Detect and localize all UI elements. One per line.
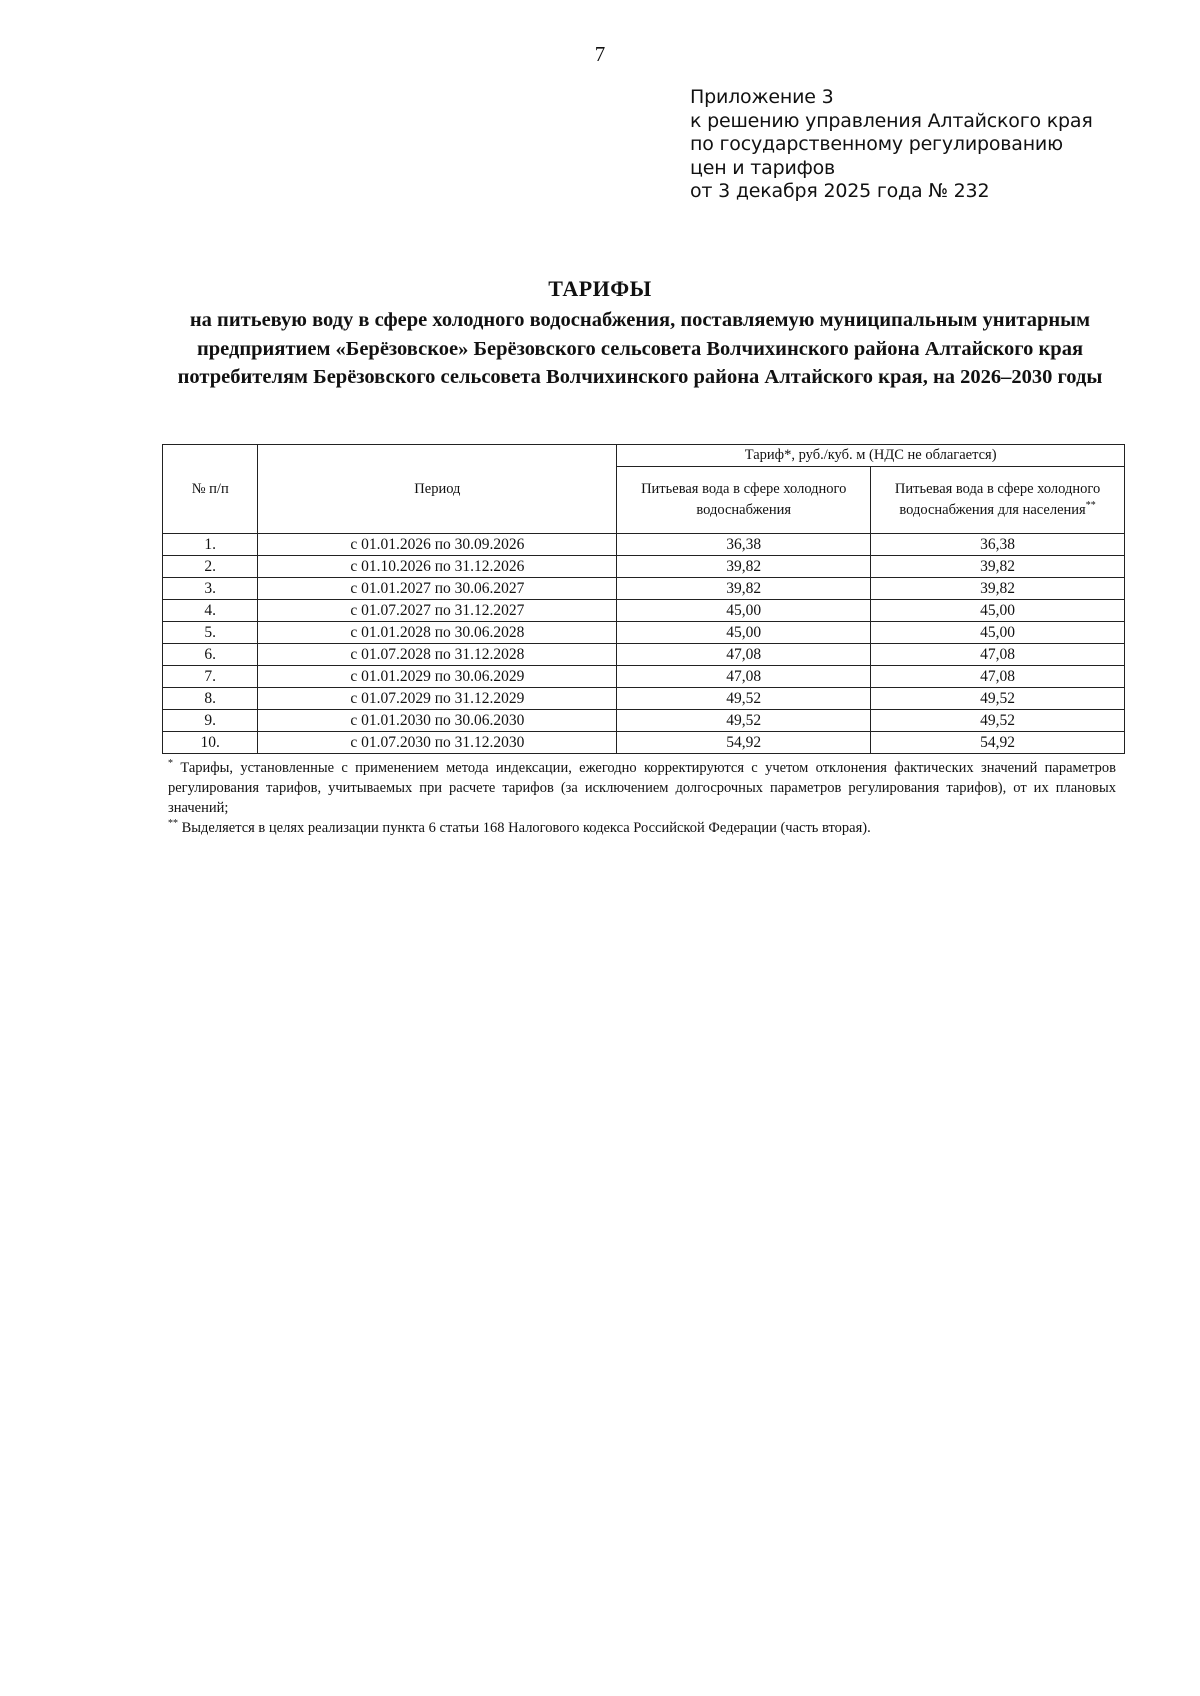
row-period: с 01.01.2027 по 30.06.2027 bbox=[258, 578, 617, 600]
footnote-text: Тарифы, установленные с применением метода индексации, ежегодно корректируются с учетом отклонения фактических значений параметров регулирования тарифов, учитываемых при расчете тарифов (за исключением долгосрочных параметров регулирования тарифов), от их плановых значений; bbox=[168, 760, 1116, 816]
row-tariff: 39,82 bbox=[617, 556, 871, 578]
table-row bbox=[163, 622, 1125, 644]
row-tariff: 45,00 bbox=[617, 622, 871, 644]
row-tariff: 47,08 bbox=[617, 644, 871, 666]
table-row bbox=[163, 578, 1125, 600]
row-tariff: 45,00 bbox=[617, 600, 871, 622]
header-tariff-group: Тариф*, руб./куб. м (НДС не облагается) bbox=[617, 445, 1125, 467]
footnote-marker: ** bbox=[168, 818, 178, 830]
row-tariff-population: 45,00 bbox=[871, 600, 1125, 622]
tariff-table bbox=[162, 444, 1125, 754]
row-tariff: 54,92 bbox=[617, 732, 871, 754]
row-tariff-population: 47,08 bbox=[871, 644, 1125, 666]
appendix-line: Приложение 3 bbox=[690, 86, 834, 108]
header-tariff-general: Питьевая вода в сфере холодного водоснабжения bbox=[617, 467, 871, 534]
appendix-line: к решению управления Алтайского края bbox=[690, 109, 1093, 132]
row-period: с 01.01.2029 по 30.06.2029 bbox=[258, 666, 617, 688]
document-title: ТАРИФЫ bbox=[548, 276, 652, 301]
header-tariff-population bbox=[871, 467, 1125, 534]
appendix-line: цен и тарифов bbox=[690, 156, 836, 179]
row-tariff: 36,38 bbox=[617, 534, 871, 556]
row-number: 10. bbox=[163, 732, 258, 754]
footnotes bbox=[168, 758, 1116, 838]
row-tariff-population: 54,92 bbox=[871, 732, 1125, 754]
row-period: с 01.01.2028 по 30.06.2028 bbox=[258, 622, 617, 644]
row-number: 6. bbox=[163, 644, 258, 666]
row-tariff-population: 47,08 bbox=[871, 666, 1125, 688]
row-tariff: 39,82 bbox=[617, 578, 871, 600]
row-period: с 01.07.2028 по 31.12.2028 bbox=[258, 644, 617, 666]
row-number: 4. bbox=[163, 600, 258, 622]
row-number: 5. bbox=[163, 622, 258, 644]
row-period: с 01.07.2029 по 31.12.2029 bbox=[258, 688, 617, 710]
table-row bbox=[163, 732, 1125, 754]
row-number: 8. bbox=[163, 688, 258, 710]
row-period: с 01.07.2027 по 31.12.2027 bbox=[258, 600, 617, 622]
table-row bbox=[163, 710, 1125, 732]
row-tariff-population: 36,38 bbox=[871, 534, 1125, 556]
row-number: 2. bbox=[163, 556, 258, 578]
appendix-line: от 3 декабря 2025 года № 232 bbox=[690, 180, 990, 202]
table-row bbox=[163, 644, 1125, 666]
table-row bbox=[163, 600, 1125, 622]
table-row bbox=[163, 666, 1125, 688]
footnote-marker: * bbox=[168, 758, 173, 770]
row-period: с 01.10.2026 по 31.12.2026 bbox=[258, 556, 617, 578]
page-number: 7 bbox=[594, 42, 606, 66]
header-tariff-population-label: Питьевая вода в сфере холодного водоснабжения для населения bbox=[894, 481, 1101, 518]
row-tariff-population: 49,52 bbox=[871, 688, 1125, 710]
footnote-marker: ** bbox=[1085, 500, 1096, 512]
row-tariff-population: 49,52 bbox=[871, 710, 1125, 732]
row-number: 7. bbox=[163, 666, 258, 688]
row-number: 3. bbox=[163, 578, 258, 600]
header-number: № п/п bbox=[163, 445, 258, 534]
footnote-1 bbox=[168, 758, 1116, 818]
row-period: с 01.01.2030 по 30.06.2030 bbox=[258, 710, 617, 732]
footnote-2 bbox=[168, 818, 1116, 838]
row-period: с 01.07.2030 по 31.12.2030 bbox=[258, 732, 617, 754]
row-tariff: 47,08 bbox=[617, 666, 871, 688]
table-row bbox=[163, 534, 1125, 556]
appendix-block bbox=[690, 86, 1093, 204]
row-tariff-population: 39,82 bbox=[871, 556, 1125, 578]
row-tariff-population: 45,00 bbox=[871, 622, 1125, 644]
appendix-line: по государственному регулированию bbox=[690, 133, 1063, 155]
header-period: Период bbox=[258, 445, 617, 534]
row-number: 9. bbox=[163, 710, 258, 732]
row-period: с 01.01.2026 по 30.09.2026 bbox=[258, 534, 617, 556]
footnote-text: Выделяется в целях реализации пункта 6 статьи 168 Налогового кодекса Российской Федерации (часть вторая). bbox=[181, 820, 871, 836]
row-tariff: 49,52 bbox=[617, 710, 871, 732]
row-tariff: 49,52 bbox=[617, 688, 871, 710]
table-row bbox=[163, 688, 1125, 710]
table-row bbox=[163, 556, 1125, 578]
document-subtitle: на питьевую воду в сфере холодного водоснабжения, поставляемую муниципальным унитарным предприятием «Берёзовское» Берёзовского сельсовета Волчихинского района Алтайского края потребителям Берёзовского сельсовета Волчихинского района Алтайского края, на 2026–2030 годы bbox=[177, 309, 1103, 388]
row-number: 1. bbox=[163, 534, 258, 556]
row-tariff-population: 39,82 bbox=[871, 578, 1125, 600]
